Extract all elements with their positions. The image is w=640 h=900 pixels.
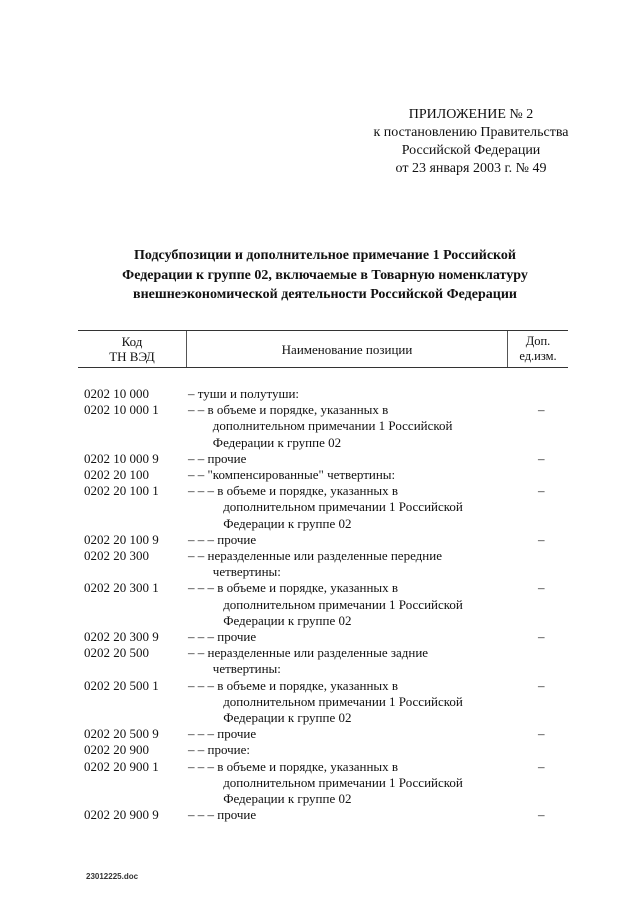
header-code [78, 331, 187, 367]
row-text-continuation: Федерации к группе 02 [223, 710, 352, 726]
row-name [188, 532, 574, 548]
row-text-continuation: Федерации к группе 02 [223, 791, 352, 807]
row-name [188, 467, 574, 483]
row-text: прочие: [207, 742, 250, 758]
row-name [188, 726, 574, 742]
row-text: неразделенные или разделенные передние [207, 548, 442, 564]
row-text: в объеме и порядке, указанных в [207, 402, 389, 418]
header-name [187, 331, 508, 367]
row-name [188, 645, 574, 677]
row-unit: – [538, 677, 545, 693]
row-text: прочие [217, 531, 257, 547]
row-text: "компенсированные" четвертины: [207, 467, 396, 483]
row-dash: – – – [188, 677, 218, 693]
row-code: 0202 20 500 1 [84, 677, 159, 693]
row-text-continuation: дополнительном примечании 1 Российской [223, 774, 463, 790]
title-line: Подсубпозиции и дополнительное примечание 1 Российской [133, 248, 516, 263]
table-row [84, 451, 574, 467]
annex-reference: к постановлению Правительства [373, 125, 569, 140]
table-header [78, 330, 568, 368]
header-unit [508, 331, 568, 367]
document-title [90, 246, 560, 305]
row-text: неразделенные или разделенные задние [207, 645, 429, 661]
row-name [188, 759, 574, 808]
row-unit: – [538, 807, 545, 823]
row-code: 0202 20 900 [84, 742, 149, 758]
row-unit: – [538, 758, 545, 774]
row-code: 0202 20 300 [84, 548, 149, 564]
row-code: 0202 20 900 9 [84, 807, 159, 823]
row-unit: – [538, 483, 545, 499]
table-row [84, 629, 574, 645]
row-name [188, 807, 574, 823]
row-name [188, 483, 574, 532]
header-code-line: Код [121, 334, 143, 349]
row-text-continuation: Федерации к группе 02 [223, 515, 352, 531]
row-text: в объеме и порядке, указанных в [217, 483, 399, 499]
row-text: в объеме и порядке, указанных в [217, 580, 399, 596]
row-text: в объеме и порядке, указанных в [217, 758, 399, 774]
row-dash: – – – [188, 726, 218, 742]
table-row [84, 742, 574, 758]
table-row [84, 580, 574, 629]
row-name [188, 548, 574, 580]
row-dash: – – [188, 645, 208, 661]
table-row [84, 532, 574, 548]
table-row [84, 386, 574, 402]
annex-number: ПРИЛОЖЕНИЕ № 2 [408, 107, 534, 122]
table-row [84, 402, 574, 451]
row-dash: – – – [188, 629, 218, 645]
row-text-continuation: дополнительном примечании 1 Российской [212, 418, 453, 434]
annex-date: от 23 января 2003 г. № 49 [395, 161, 547, 176]
row-text-continuation: дополнительном примечании 1 Российской [223, 596, 463, 612]
row-name [188, 742, 574, 758]
row-code: 0202 20 100 1 [84, 483, 159, 499]
row-code: 0202 20 100 9 [84, 531, 159, 547]
row-name [188, 402, 574, 451]
table-row [84, 807, 574, 823]
row-text-continuation: четвертины: [212, 564, 281, 580]
table-row [84, 483, 574, 532]
row-dash: – [188, 386, 198, 401]
header-unit-line: ед.изм. [519, 349, 557, 363]
table-row [84, 645, 574, 677]
row-name [188, 386, 574, 402]
row-text: прочие [217, 629, 257, 645]
row-text: прочие [217, 807, 257, 823]
row-text: в объеме и порядке, указанных в [217, 677, 399, 693]
row-text-continuation: дополнительном примечании 1 Российской [223, 499, 463, 515]
row-dash: – – [188, 742, 208, 758]
row-code: 0202 20 300 9 [84, 629, 159, 645]
row-text-continuation: Федерации к группе 02 [223, 612, 352, 628]
row-name [188, 580, 574, 629]
table-body [84, 386, 574, 823]
row-dash: – – [188, 450, 208, 466]
row-unit: – [538, 629, 545, 645]
header-code-line: ТН ВЭД [109, 349, 155, 364]
row-text: прочие [207, 450, 247, 466]
row-text-continuation: Федерации к группе 02 [212, 434, 342, 450]
row-code: 0202 10 000 [84, 386, 149, 401]
annex-header [340, 106, 602, 178]
row-text-continuation: четвертины: [212, 661, 281, 677]
title-line: внешнеэкономической деятельности Российской Федерации [133, 287, 517, 302]
row-dash: – – [188, 548, 208, 564]
row-text: прочие [217, 726, 257, 742]
table-row [84, 726, 574, 742]
row-unit: – [538, 402, 545, 418]
row-code: 0202 20 900 1 [84, 758, 159, 774]
row-unit: – [538, 580, 545, 596]
row-code: 0202 20 300 1 [84, 580, 159, 596]
row-name [188, 451, 574, 467]
row-code: 0202 20 100 [84, 467, 149, 483]
row-unit: – [538, 531, 545, 547]
row-dash: – – – [188, 758, 218, 774]
row-code: 0202 20 500 [84, 645, 149, 661]
row-dash: – – – [188, 531, 218, 547]
row-name [188, 678, 574, 727]
annex-authority: Российской Федерации [401, 143, 541, 158]
row-dash: – – [188, 402, 208, 418]
row-dash: – – – [188, 483, 218, 499]
row-dash: – – [188, 467, 208, 483]
header-unit-line: Доп. [525, 334, 551, 348]
row-dash: – – – [188, 580, 218, 596]
row-code: 0202 10 000 1 [84, 402, 159, 418]
table-row [84, 467, 574, 483]
footer-filename: 23012225.doc [86, 872, 139, 881]
row-code: 0202 20 500 9 [84, 726, 159, 742]
row-code: 0202 10 000 9 [84, 450, 159, 466]
row-unit: – [538, 726, 545, 742]
row-text-continuation: дополнительном примечании 1 Российской [223, 693, 463, 709]
table-row [84, 759, 574, 808]
row-name [188, 629, 574, 645]
header-name-label: Наименование позиции [281, 341, 413, 357]
table-row [84, 548, 574, 580]
title-line: Федерации к группе 02, включаемые в Товарную номенклатуру [122, 267, 528, 283]
row-dash: – – – [188, 807, 218, 823]
row-unit: – [538, 450, 545, 466]
row-text: туши и полутуши: [197, 386, 300, 401]
table-row [84, 678, 574, 727]
